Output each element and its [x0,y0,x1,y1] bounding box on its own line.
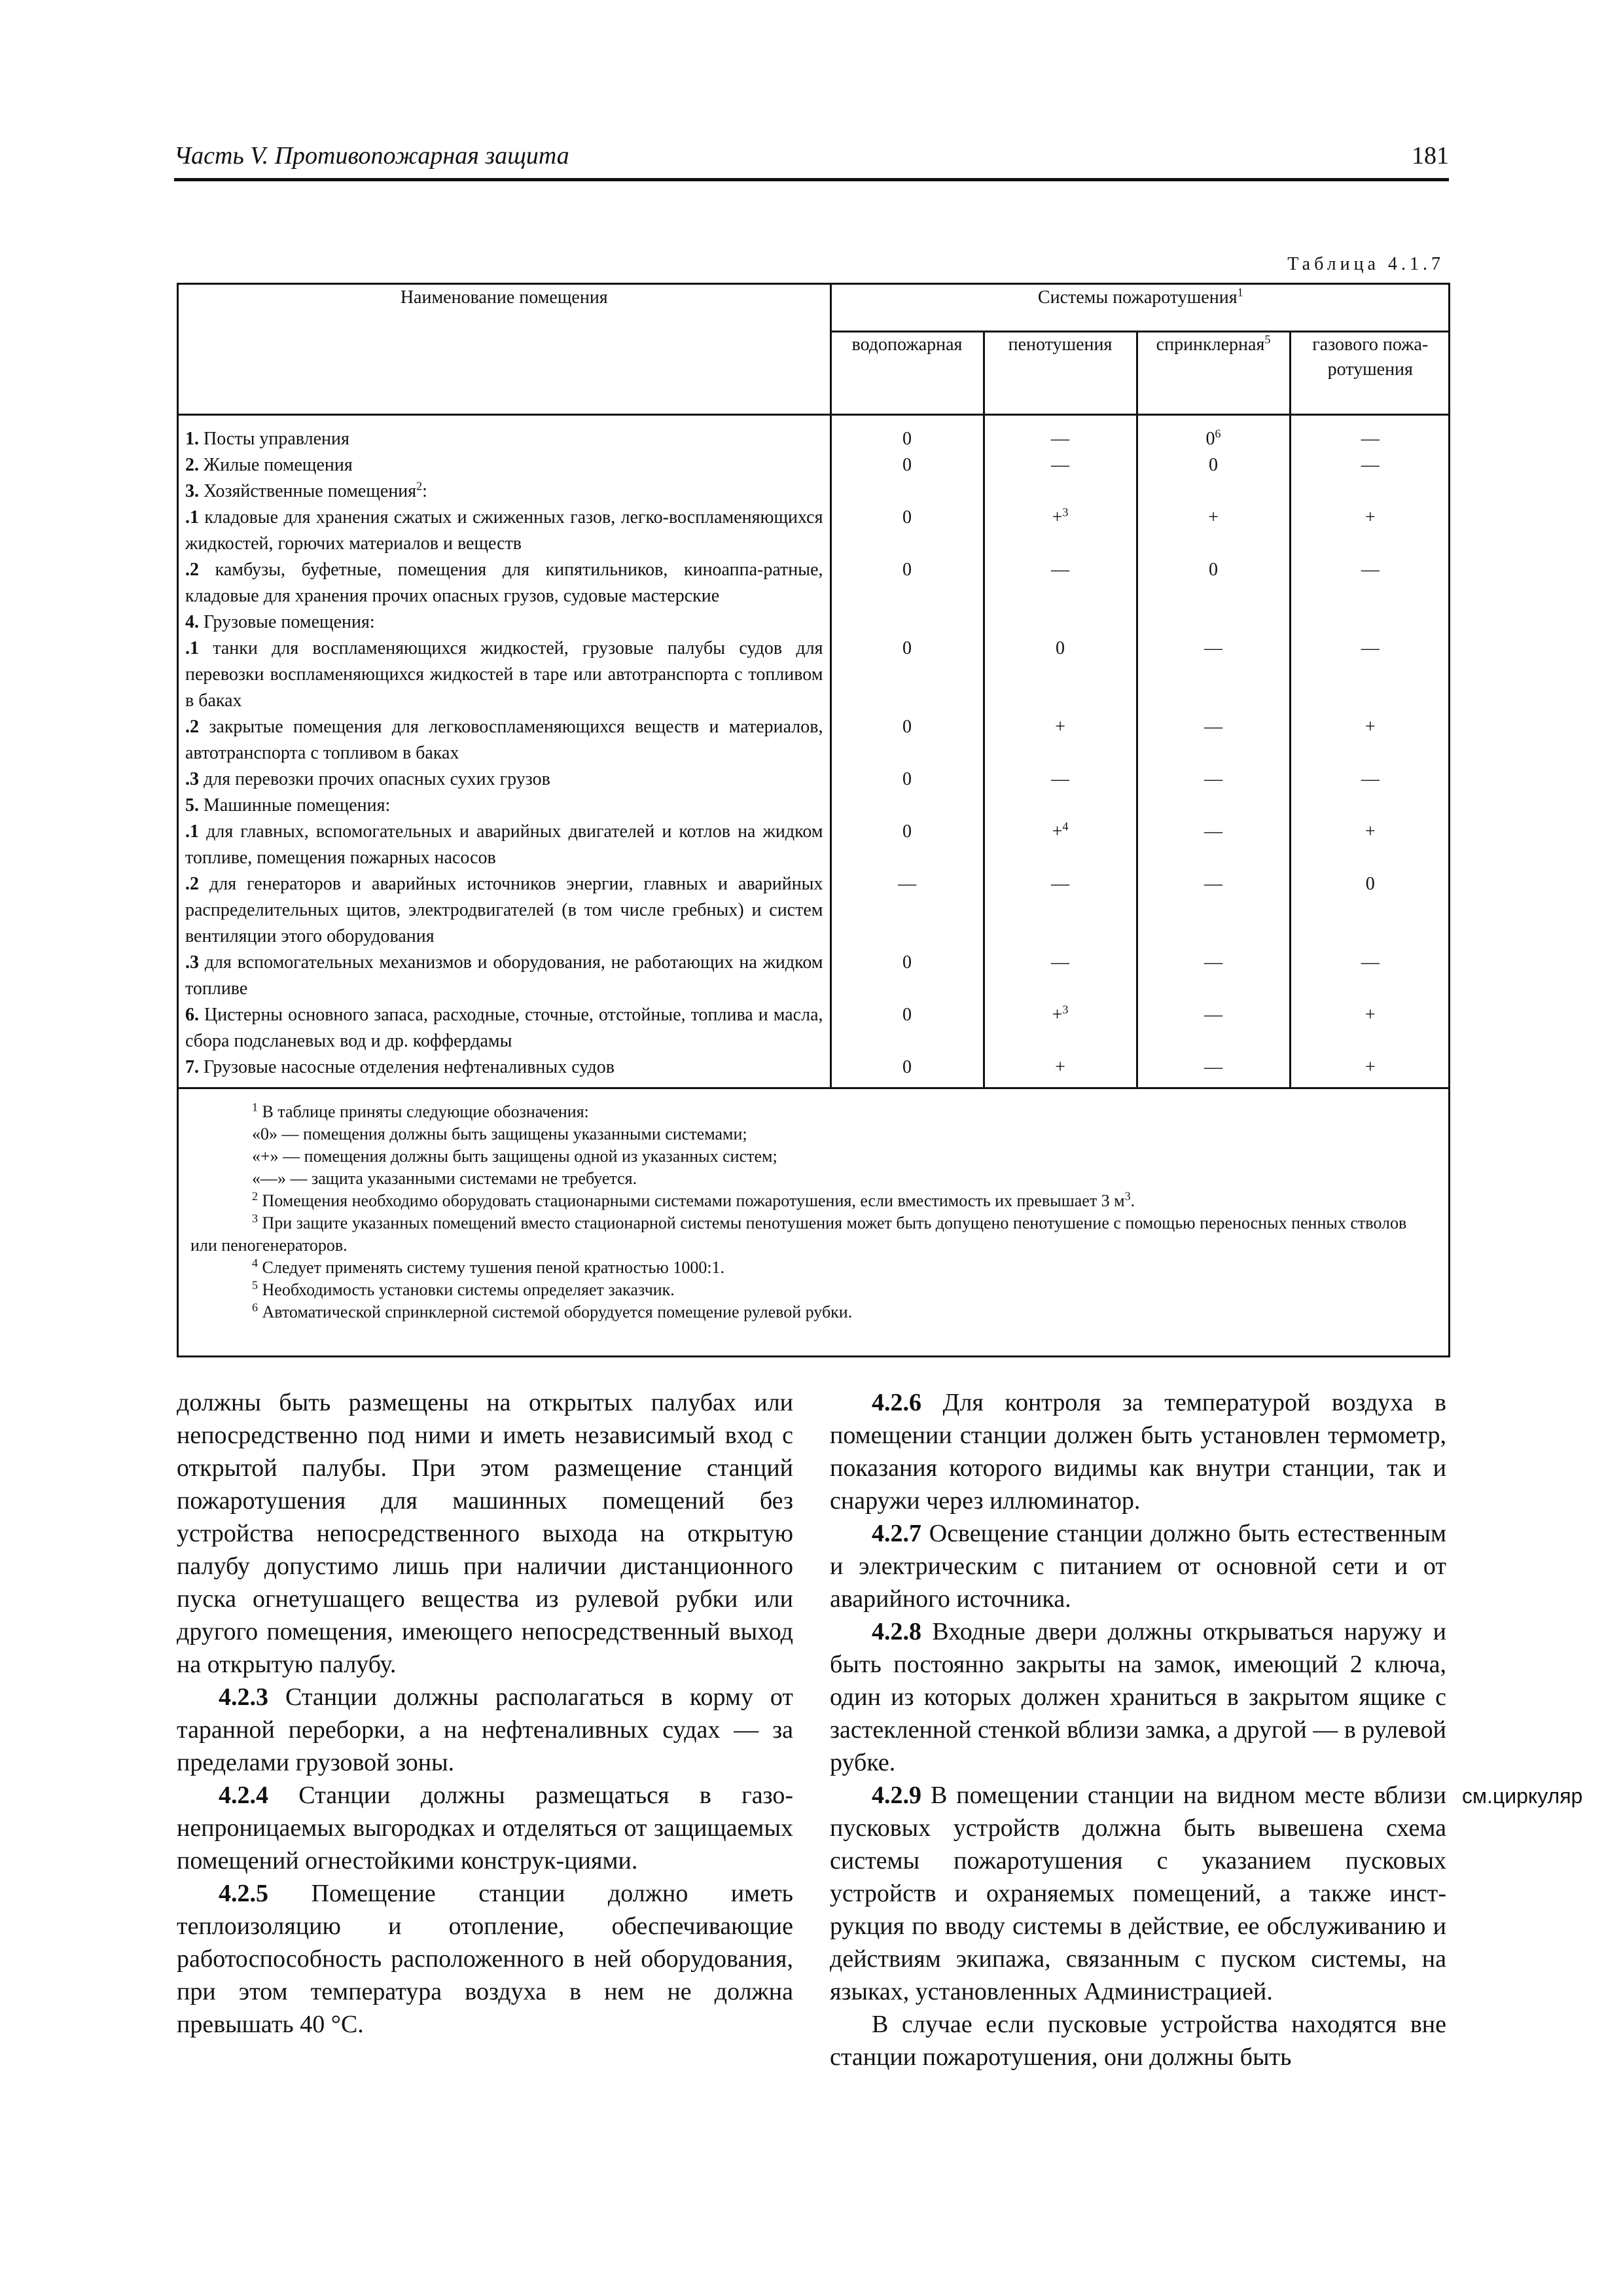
margin-annotation: см.циркуляр [1462,1784,1583,1808]
table-row [179,793,1450,819]
table-row: .3 для перевозки прочих опасных сухих грузов 0 — — — [179,766,1450,793]
row-label: .1 для главных, вспомогательных и аварийных двигателей и котлов на жидком топливе, помещения пожарных насосов [185,821,823,868]
row-label: 3. Хозяйственные помещения$^2$: [185,479,427,501]
row-label: 7. Грузовые насосные отделения нефтеналивных судов [185,1057,615,1077]
column-header-systems: Системы пожаротушения$^1$ [830,285,1450,332]
table-row: .1 танки для воспламеняющихся жидкостей, грузовые палубы судов для перевозки воспламеняющихся жидкостей в таре или автотранспорта с топливом в баках 0 0 — — [179,636,1450,714]
footnote-1-plus: «+» — помещения должны быть защищены одной из указанных систем; [252,1147,777,1166]
running-header [174,141,1449,181]
table-row: .2 камбузы, буфетные, помещения для кипятильников, киноаппа-ратные, кладовые для хранения прочих опасных грузов, судовые мастерские 0 — 0 — [179,557,1450,609]
fire-systems-table [177,283,1450,1357]
row-label: .1 кладовые для хранения сжатых и сжиженных газов, легко-воспламеняющихся жидкостей, горючих материалов и веществ [185,507,823,554]
footnote-5: $^5$ Необходимость установки системы определяет заказчик. [252,1278,675,1299]
table-row [179,478,1450,505]
column-header-foam: пенотушения [984,332,1137,415]
table-caption: Таблица 4.1.7 [1287,254,1444,274]
row-label: .2 закрытые помещения для легковоспламеняющихся веществ и материалов, автотранспорта с топливом в баках [185,717,823,763]
right-column [830,1386,1446,2073]
table-row [179,609,1450,636]
table-row: .1 для главных, вспомогательных и аварийных двигателей и котлов на жидком топливе, помещения пожарных насосов 0 +$^4$ — + [179,819,1450,871]
footnote-1-zero: «0» — помещения должны быть защищены указанными системами; [252,1124,747,1143]
paragraph: должны быть размещены на открытых палубах или непосредственно под ними и иметь независимый вход с открытой палубы. При этом размещение станций пожаротушения для машинных помещений без устройства непосредственного выхода на открытую палубу допустимо лишь при наличии дистанционного пуска огнетушащего вещества из рулевой рубки или другого помещения, имеющего непосредственный выход на открытую палубу. [177,1389,793,1678]
row-label: 1. Посты управления [185,429,349,449]
clause-4-2-8: 4.2.8 Входные двери должны открываться наружу и быть постоянно закрыты на замок, имеющий 2 ключа, один из которых должен храниться в закрытом ящике с застекленной стенкой вблизи замка, а другой — в рулевой рубке. [830,1618,1447,1776]
column-header-water: водопожарная [830,332,984,415]
footnote-1-dash: «—» — защита указанными системами не требуется. [252,1169,637,1188]
table-row: 2. Жилые помещения 0 — 0 — [179,452,1450,478]
footnote-6: $^6$ Автоматической спринклерной системой оборудуется помещение рулевой рубки. [252,1300,853,1321]
footnote-2: $^2$ Помещения необходимо оборудовать стационарными системами пожаротушения, если вместимость их превышает 3 $м^3$. [252,1189,1135,1210]
table-grid [179,285,1450,1087]
section-title: Часть V. Противопожарная защита [174,142,569,170]
column-header-gas: газового пожа-ротушения [1290,332,1450,415]
column-header-sprinkler: спринклерная$^5$ [1137,332,1290,415]
row-label: 6. Цистерны основного запаса, расходные, сточные, отстойные, топлива и масла, сбора подсланевых вод и др. коффердамы [185,1005,823,1051]
row-label: 4. Грузовые помещения: [185,612,375,632]
clause-4-2-3: 4.2.3 Станции должны располагаться в корму от таранной переборки, а на нефтеналивных судах — за пределами грузовой зоны. [177,1683,794,1776]
row-label: .2 камбузы, буфетные, помещения для кипятильников, киноаппа-ратные, кладовые для хранения прочих опасных грузов, судовые мастерские [185,560,823,606]
column-header-room: Наименование помещения [179,285,830,415]
clause-4-2-7: 4.2.7 Освещение станции должно быть естественным и электрическим с питанием от основной сети и от аварийного источника. [830,1520,1447,1613]
clause-4-2-4: 4.2.4 Станции должны размещаться в газо-непроницаемых выгородках и отделяться от защищаемых помещений огнестойкими конструк-циями. [177,1782,794,1874]
row-label: .3 для вспомогательных механизмов и оборудования, не работающих на жидком топливе [185,952,823,999]
footnote-1: $^1$ В таблице приняты следующие обозначения: [252,1100,589,1121]
clause-4-2-6: 4.2.6 Для контроля за температурой воздуха в помещении станции должен быть установлен термометр, показания которого видимы как внутри станции, так и снаружи через иллюминатор. [830,1389,1446,1515]
page-number: 181 [1412,142,1449,170]
table-row: .3 для вспомогательных механизмов и оборудования, не работающих на жидком топливе 0 — — — [179,950,1450,1002]
table-row: .2 закрытые помещения для легковоспламеняющихся веществ и материалов, автотранспорта с топливом в баках 0 + — + [179,714,1450,766]
table-row: 6. Цистерны основного запаса, расходные, сточные, отстойные, топлива и масла, сбора подсланевых вод и др. коффердамы 0 +$^3$ — + [179,1002,1450,1054]
paragraph: В случае если пусковые устройства находятся вне станции пожаротушения, они должны быть [830,2011,1446,2071]
clause-4-2-5: 4.2.5 Помещение станции должно иметь теплоизоляцию и отопление, обеспечивающие работоспособность расположенного в ней оборудования, при этом температура воздуха в нем не должна превышать 40 °С. [177,1880,794,2038]
footnote-3: $^3$ При защите указанных помещений вместо стационарной системы пенотушения может быть допущено пенотушение с помощью переносных пенных стволов или пеногенераторов. [190,1211,1407,1255]
clause-4-2-9: 4.2.9 В помещении станции на видном месте вблизи пусковых устройств должна быть вывешена схема системы пожаротушения с указанием пусковых устройств и охраняемых помещений, а также инст-рукция по вводу системы в действие, ее обслуживанию и действиям экипажа, связанным с пуском системы, на языках, установленных Администрацией. [830,1782,1446,2005]
row-label: 2. Жилые помещения [185,455,353,475]
table-row: .2 для генераторов и аварийных источников энергии, главных и аварийных распределительных щитов, электродвигателей (в том числе гребных) и систем вентиляции этого оборудования — — — 0 [179,871,1450,950]
row-label: 5. Машинные помещения: [185,795,391,816]
row-label: .3 для перевозки прочих опасных сухих грузов [185,769,550,789]
left-column [177,1386,793,2041]
footnote-4: $^4$ Следует применять систему тушения пеной кратностью 1000:1. [252,1256,725,1277]
table-row: 1. Посты управления 0 — $0^6$ — [179,415,1450,453]
table-footnotes [179,1087,1448,1355]
table-row: 7. Грузовые насосные отделения нефтеналивных судов 0 + — + [179,1054,1450,1087]
table-row: .1 кладовые для хранения сжатых и сжиженных газов, легко-воспламеняющихся жидкостей, горючих материалов и веществ 0 +$^3$ + + [179,505,1450,557]
row-label: .2 для генераторов и аварийных источников энергии, главных и аварийных распределительных щитов, электродвигателей (в том числе гребных) и систем вентиляции этого оборудования [185,874,823,946]
row-label: .1 танки для воспламеняющихся жидкостей, грузовые палубы судов для перевозки воспламеняющихся жидкостей в таре или автотранспорта с топливом в баках [185,638,823,711]
